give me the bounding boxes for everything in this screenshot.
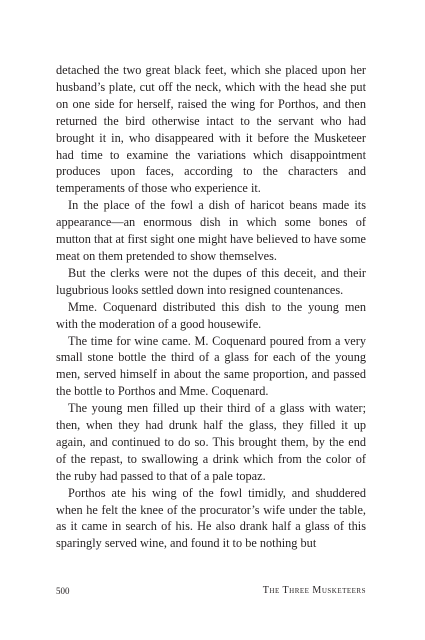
paragraph-mme-coquenard: Mme. Coquenard distributed this dish to the young men with the moderation of a good housewife.: [56, 299, 366, 331]
paragraph-haricot-beans: In the place of the fowl a dish of haricot beans made its appearance—an enormous dish in which some bones of mutton that at first sight one might have believed to have some meat on them pretended to show themselves.: [56, 198, 366, 263]
page-number: 500: [56, 586, 70, 596]
paragraph-clerks: But the clerks were not the dupes of this deceit, and their lugubrious looks settled down into resigned countenances.: [56, 265, 366, 297]
paragraph-porthos: Porthos ate his wing of the fowl timidly, and shuddered when he felt the knee of the procurator’s wife under the table, as it came in search of his. He also drank half a glass of this sparingly served wine, and found it to be nothing but: [56, 485, 366, 551]
running-title: The Three Musketeers: [262, 585, 366, 596]
paragraph-continued: detached the two great black feet, which she placed upon her husband’s plate, cut off the neck, which with the head she put on one side for herself, raised the wing for Porthos, and then returned the bird otherwise intact to the servant who had brought it in, who disappeared with it before the Musketeer had time to examine the variations which disappointment produces upon faces, according to the characters and temperaments of those who experience it.: [56, 63, 366, 196]
body-text: [56, 62, 366, 552]
paragraph-young-men: The young men filled up their third of a glass with water; then, when they had drunk half the glass, they filled it up again, and continued to do so. This brought them, by the end of the repast, to swallowing a drink which from the color of the ruby had passed to that of a pale topaz.: [56, 401, 366, 483]
paragraph-wine: The time for wine came. M. Coquenard poured from a very small stone bottle the third of a glass for each of the young men, served himself in about the same proportion, and passed the bottle to Porthos and Mme. Coquenard.: [56, 333, 366, 399]
page-footer: [56, 584, 366, 598]
